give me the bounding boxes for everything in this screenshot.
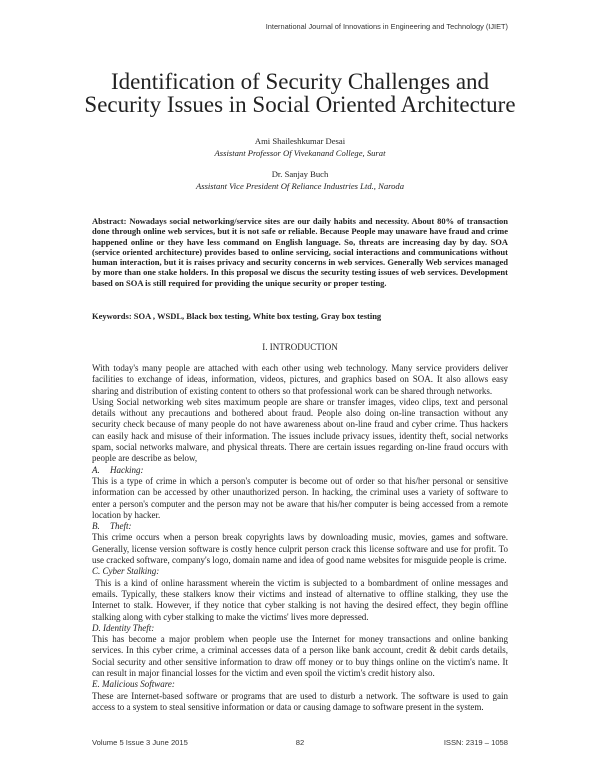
footer-issn: ISSN: 2319 – 1058 (443, 738, 508, 747)
author-affiliation: Assistant Professor Of Vivekanand College, Surat (214, 148, 386, 158)
paper-title (0, 70, 600, 116)
abstract: Abstract: Nowadays social networking/service sites are our daily habits and necessity. About 80% of transaction done through online web services, but it is not safe or reliable. Because People may unaware have fraud and crime happened online or they have less command on English language. So, threats are increasing day by day. SOA (service oriented architecture) provides based to online servicing, social interactions and communications without human interaction, but it is raises privacy and security concerns in web services. Generally Web services managed by more than one stake holders. In this proposal we discus the security testing issues of web services. Development based on SOA is still required for providing the unique security or proper testing. (92, 216, 508, 288)
subsection-text: This has become a major problem when people use the Internet for money transactions and online banking services. In this cyber crime, a criminal accesses data of a person like bank account, credit & debit cards details, Social security and other sensitive information to draw off money or to buy things online on the victim's name. It can result in major financial losses for the victim and even spoil the victim's credit history also. (92, 634, 508, 679)
page-number: 82 (295, 738, 305, 747)
footer-volume: Volume 5 Issue 3 June 2015 (92, 738, 188, 747)
intro-paragraph: Using Social networking web sites maximum people are share or transfer images, video clips, text and personal details without any precautions and bothered about fraud. People also doing on-line transaction without any security check because of many people do not have awareness about on-line fraud and cyber crime. Thus hackers can easily hack and misuse of their information. The issues include privacy issues, identity theft, social networks spam, social networks malware, and physical threats. There are certain issues regarding on-line fraud occurs with people are describe as below, (92, 396, 508, 464)
title-line-1: Identification of Security Challenges and (110, 69, 490, 94)
subsection-heading: D. Identity Theft: (92, 622, 155, 633)
subsection-heading: A. Hacking: (92, 464, 144, 475)
title-line-2: Security Issues in Social Oriented Architecture (84, 92, 516, 117)
subsection-text: This crime occurs when a person break copyrights laws by downloading music, movies, games and software. Generally, license version software is costly hence culprit person crack this license software and use for profit. To use cracked software, company's logo, domain name and idea of good name websites for misguide people is crime. (92, 532, 508, 566)
author-name: Ami Shaileshkumar Desai (254, 136, 346, 146)
author-1 (0, 135, 600, 159)
intro-paragraph: With today's many people are attached with each other using web technology. Many service providers deliver facilities to exchange of ideas, information, videos, pictures, and graphics based on SOA. It also allows easy sharing and distribution of existing content to others so that professional work can be shared through networks. (92, 363, 508, 396)
subsection-text: This is a kind of online harassment wherein the victim is subjected to a bombardment of online messages and emails. Typically, these stalkers know their victims and instead of alternative to offline stalking, they use the Internet to stalk. However, if they notice that cyber stalking is not having the desired effect, they begin offline stalking along with cyber stalking to make the victims' lives more depressed. (92, 577, 511, 622)
subsection-heading: B. Theft: (92, 521, 132, 532)
subsection-heading: C. Cyber Stalking: (92, 566, 160, 577)
section-heading: I. INTRODUCTION (262, 342, 338, 352)
body-text (92, 363, 511, 713)
subsection-text: These are Internet-based software or programs that are used to disturb a network. The software is used to gain access to a system to steal sensitive information or data or causing damage to software present in the system. (92, 690, 508, 712)
journal-header: International Journal of Innovations in Engineering and Technology (IJIET) (265, 22, 508, 31)
author-name: Dr. Sanjay Buch (271, 169, 329, 179)
keywords: Keywords: SOA , WSDL, Black box testing, White box testing, Gray box testing (92, 311, 382, 321)
author-affiliation: Assistant Vice President Of Reliance Industries Ltd., Naroda (195, 181, 405, 191)
author-2 (0, 168, 600, 192)
subsection-text: This is a type of crime in which a person's computer is become out of order so that his/her personal or sensitive information can be accessed by other unauthorized person. In hacking, the criminal uses a variety of software to enter a person's computer and the person may not be aware that his/her computer is being accessed from a remote location by hacker. (92, 475, 508, 520)
subsection-heading: E. Malicious Software: (92, 679, 175, 690)
